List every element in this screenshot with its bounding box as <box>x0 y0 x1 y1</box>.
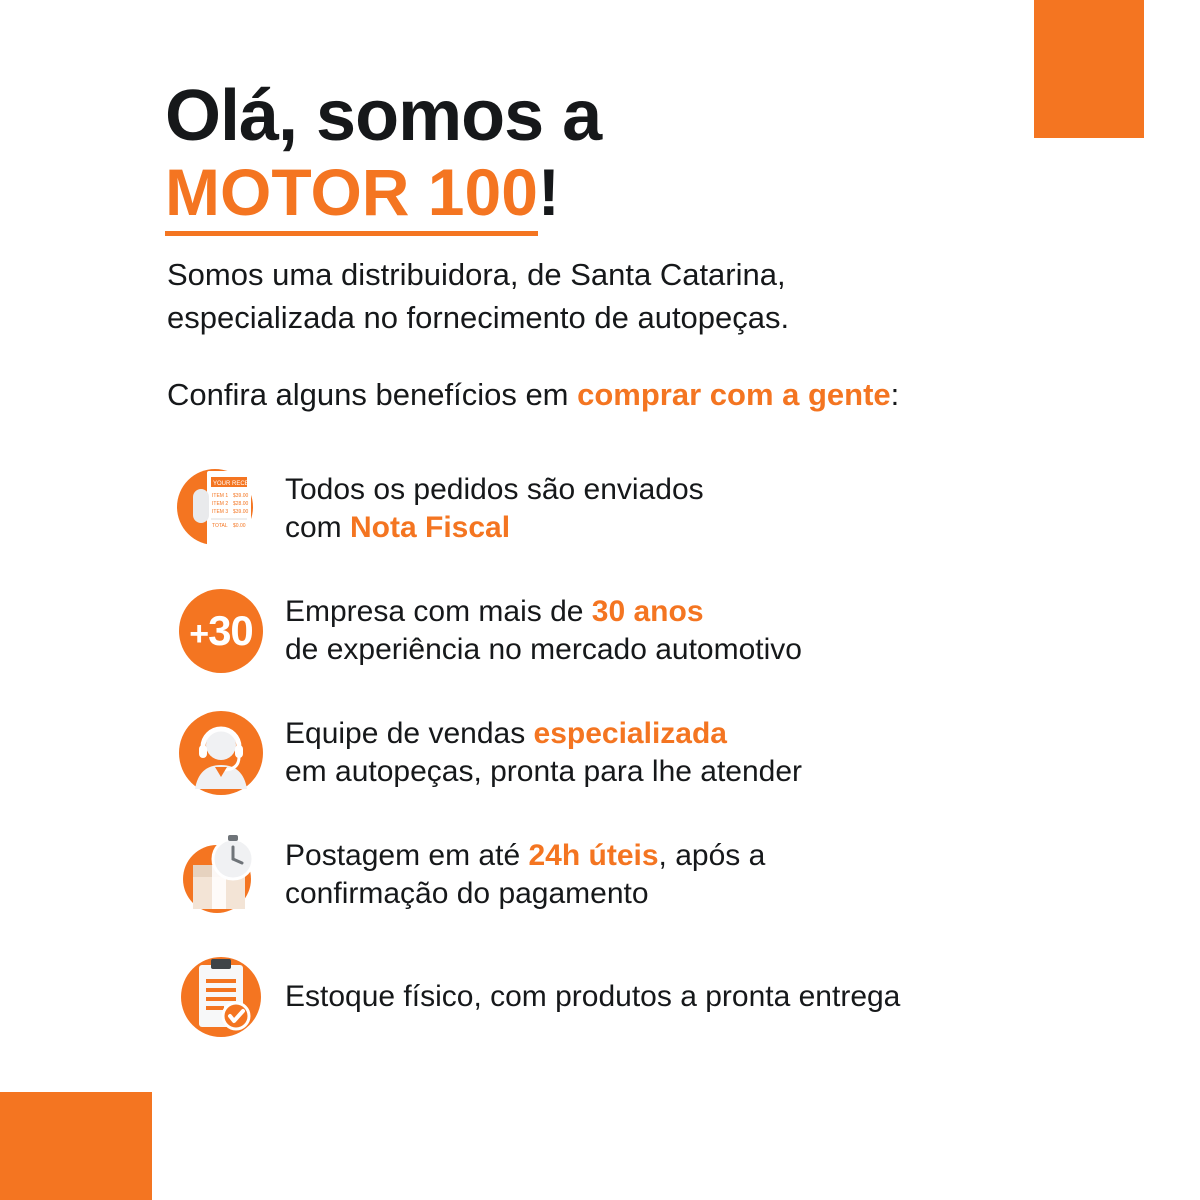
benefits-lead-accent: comprar com a gente <box>577 377 891 413</box>
benefit-3-line2: em autopeças, pronta para lhe atender <box>285 755 803 789</box>
intro-paragraph <box>167 254 987 340</box>
page-title-line1: Olá, somos a <box>165 76 602 156</box>
plus-30-badge-icon <box>165 589 277 673</box>
badge-plus: + <box>189 615 209 654</box>
brand-name: MOTOR 100 <box>165 155 538 236</box>
list-item <box>165 455 1065 563</box>
svg-text:$39.00: $39.00 <box>233 493 249 500</box>
list-item-text <box>277 715 802 792</box>
svg-text:$39.00: $39.00 <box>233 509 249 516</box>
badge-number: 30 <box>208 607 253 655</box>
benefit-5-line1: Estoque físico, com produtos a pronta entrega <box>285 980 901 1014</box>
benefit-1-line1: Todos os pedidos são enviados <box>285 473 704 507</box>
list-item-text <box>277 471 704 548</box>
benefits-list <box>165 455 1065 1051</box>
svg-text:$28.00: $28.00 <box>233 501 249 508</box>
benefit-2-line2: de experiência no mercado automotivo <box>285 633 802 667</box>
list-item-text <box>277 978 900 1016</box>
list-item-text <box>277 593 802 670</box>
svg-text:ITEM 1: ITEM 1 <box>212 493 229 500</box>
benefit-1-line2-accent: Nota Fiscal <box>350 511 511 545</box>
intro-line2: especializada no fornecimento de autopeças. <box>167 299 790 335</box>
brand-exclamation: ! <box>537 155 560 229</box>
benefit-4-line1-prefix: Postagem em até <box>285 839 529 873</box>
list-item <box>165 943 1065 1051</box>
benefit-4-line1-accent: 24h úteis <box>528 839 659 873</box>
badge-text <box>189 607 253 655</box>
page-content <box>165 76 1065 1065</box>
list-item <box>165 577 1065 685</box>
badge-circle <box>179 589 263 673</box>
clipboard-check-icon <box>165 949 277 1045</box>
svg-text:YOUR RECEIPT: YOUR RECEIPT <box>213 481 259 488</box>
intro-line1: Somos uma distribuidora, de Santa Catarina, <box>167 256 786 292</box>
package-stopwatch-icon <box>165 825 277 925</box>
list-item-text <box>277 837 765 914</box>
benefit-3-line1-accent: especializada <box>533 717 727 751</box>
benefit-4-line1-suffix: , após a <box>658 839 766 873</box>
list-item <box>165 821 1065 929</box>
benefit-2-line1-accent: 30 anos <box>591 595 704 629</box>
receipt-icon <box>165 459 277 559</box>
benefit-1-line2-prefix: com <box>285 511 351 545</box>
list-item <box>165 699 1065 807</box>
benefits-lead <box>167 377 1065 413</box>
benefits-lead-suffix: : <box>890 377 900 413</box>
benefit-2-line1-prefix: Empresa com mais de <box>285 595 592 629</box>
svg-text:ITEM 3: ITEM 3 <box>212 509 229 516</box>
benefits-lead-prefix: Confira alguns benefícios em <box>167 377 578 413</box>
svg-text:ITEM 2: ITEM 2 <box>212 501 229 508</box>
page-title-line2 <box>165 156 1065 230</box>
headset-agent-icon <box>165 707 277 799</box>
benefit-3-line1-prefix: Equipe de vendas <box>285 717 534 751</box>
decor-block-bottom-left <box>0 1092 152 1200</box>
svg-text:$0.00: $0.00 <box>233 523 246 530</box>
benefit-4-line2: confirmação do pagamento <box>285 877 649 911</box>
svg-text:TOTAL: TOTAL <box>212 523 228 530</box>
